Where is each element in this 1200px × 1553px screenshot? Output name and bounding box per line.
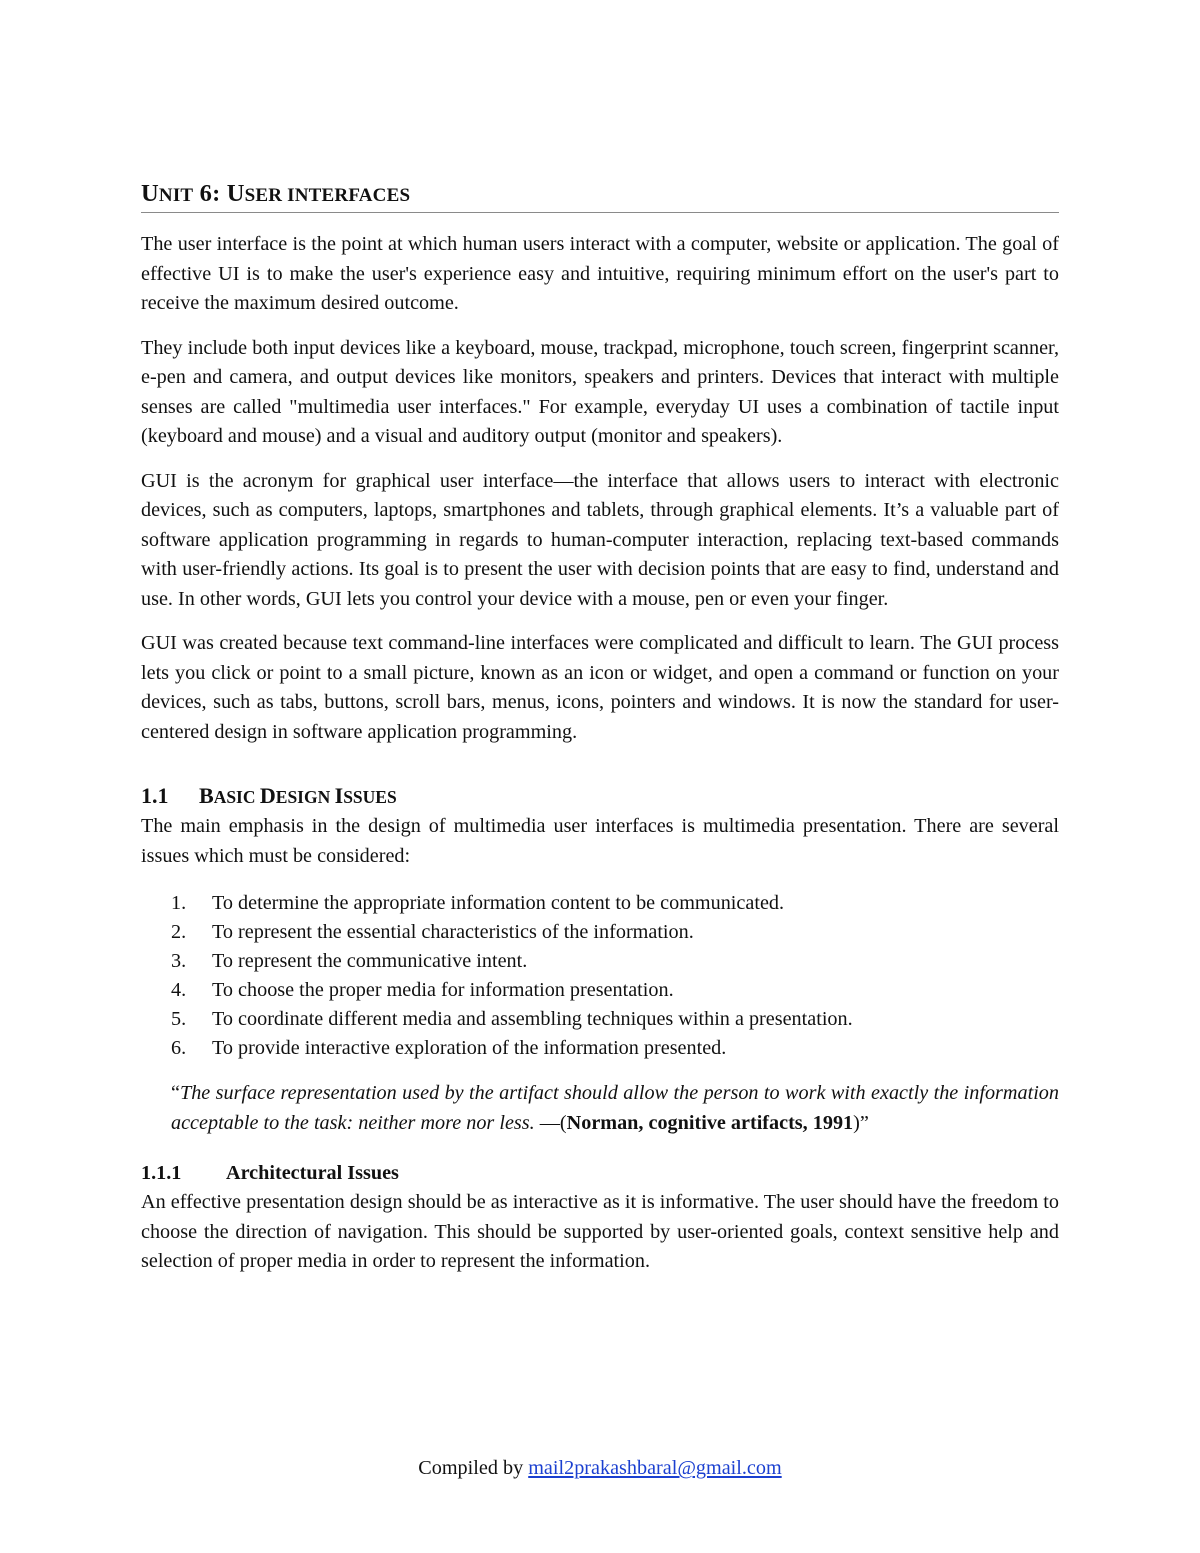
quote-text: The surface representation used by the artifact should allow the person to work with exactly the information acceptable to the task: neither more nor less. [171, 1082, 1059, 1134]
footer-label: Compiled by [418, 1457, 529, 1479]
page-footer [0, 1457, 1200, 1480]
quote-open-mark: “ [171, 1082, 180, 1104]
paragraph-gui-history: GUI was created because text command-line interfaces were complicated and difficult to learn. The GUI process lets you click or point to a small picture, known as an icon or widget, and open a command or function on your devices, such as tabs, buttons, scroll bars, menus, icons, pointers and windows. It is now the standard for user-centered design in software application programming. [141, 632, 1059, 743]
list-item-text: To provide interactive exploration of the information presented. [212, 1037, 727, 1059]
unit-title-smallcaps: NIT [158, 185, 194, 206]
design-issues-list [141, 889, 1059, 1063]
list-item-text: To represent the essential characteristics of the information. [212, 921, 694, 943]
section-title-part: D [259, 783, 276, 808]
section-title-part: I [334, 783, 344, 808]
list-item [171, 918, 1059, 947]
list-item-text: To choose the proper media for information presentation. [212, 979, 674, 1001]
list-item [171, 976, 1059, 1005]
paragraph-gui-definition: GUI is the acronym for graphical user interface—the interface that allows users to interact with electronic devices, such as computers, laptops, smartphones and tablets, through graphical elements. It’s a valuable part of software application programming in regards to human-computer interaction, replacing text-based commands with user-friendly actions. Its goal is to present the user with decision points that are easy to find, understand and use. In other words, GUI lets you control your device with a mouse, pen or even your finger. [141, 469, 1059, 610]
quote-citation: Norman, cognitive artifacts, 1991 [566, 1111, 854, 1134]
section-title-part: SSUES [343, 787, 397, 807]
norman-quote [171, 1079, 1059, 1138]
list-item [171, 947, 1059, 976]
list-item-number: 6. [171, 1037, 187, 1059]
subsection-number: 1.1.1 [141, 1162, 182, 1184]
unit-title-number: 6: U [193, 180, 245, 207]
unit-title [141, 180, 1059, 213]
list-item [171, 1005, 1059, 1034]
list-item-number: 5. [171, 1008, 187, 1030]
subsection-body: An effective presentation design should be as interactive as it is informative. The user should have the freedom to choose the direction of navigation. This should be supported by user-oriented goals, context sensitive help and selection of proper media in order to represent the information. [141, 1191, 1059, 1272]
subsection-heading-architectural-issues [141, 1159, 1059, 1188]
list-item-text: To coordinate different media and assembling techniques within a presentation. [212, 1008, 853, 1030]
section-number: 1.1 [141, 783, 169, 808]
section-title-part: B [199, 783, 214, 808]
document-page [141, 180, 1059, 1277]
paragraph-intro: The user interface is the point at which human users interact with a computer, website or application. The goal of effective UI is to make the user's experience easy and intuitive, requiring minimum effort on the user's part to receive the maximum desired outcome. [141, 233, 1059, 314]
paragraph-devices: They include both input devices like a keyboard, mouse, trackpad, microphone, touch screen, fingerprint scanner, e-pen and camera, and output devices like monitors, speakers and printers. Devices that interact with multiple senses are called "multimedia user interfaces." For example, everyday UI uses a combination of tactile input (keyboard and mouse) and a visual and auditory output (monitor and speakers). [141, 336, 1059, 447]
list-item-number: 4. [171, 979, 187, 1001]
list-item-text: To represent the communicative intent. [212, 950, 528, 972]
section-intro: The main emphasis in the design of multimedia user interfaces is multimedia presentation. There are several issues which must be considered: [141, 815, 1059, 867]
unit-title-subject: SER INTERFACES [244, 185, 411, 206]
subsection-title: Architectural Issues [226, 1162, 399, 1184]
list-item-number: 1. [171, 892, 187, 914]
section-title-part: ESIGN [275, 787, 335, 807]
list-item-text: To determine the appropriate information content to be communicated. [212, 892, 785, 914]
list-item [171, 889, 1059, 918]
list-item-number: 3. [171, 950, 187, 972]
footer-email-link[interactable]: mail2prakashbaral@gmail.com [528, 1457, 782, 1479]
unit-title-initial: U [141, 180, 159, 207]
list-item [171, 1034, 1059, 1063]
list-item-number: 2. [171, 921, 187, 943]
quote-dash: —( [534, 1111, 567, 1134]
section-title-part: ASIC [213, 787, 260, 807]
quote-close-mark: )” [853, 1111, 869, 1134]
section-heading-basic-design-issues [141, 781, 1059, 812]
